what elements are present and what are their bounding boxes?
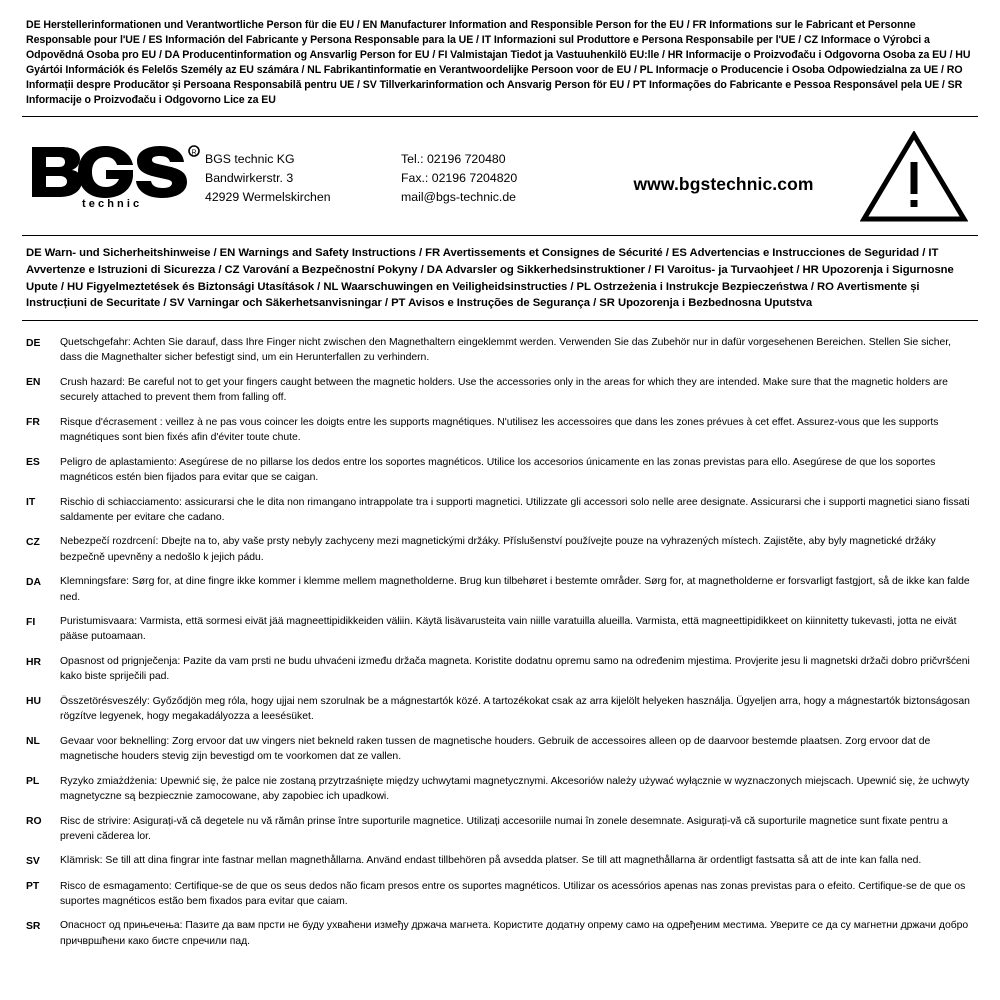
language-text: Quetschgefahr: Achten Sie darauf, dass Ihre Finger nicht zwischen den Magnethaltern eingeklemmt werden. Verwenden Sie das Zubehör nur in dafür vorgesehenen Bereichen. Stellen Sie sicher, dass die Magnethalter sicher befestigt sind, um ein Herunterfallen zu verhindern. [60, 337, 951, 364]
language-code: SR [26, 920, 41, 932]
list-item [26, 574, 972, 604]
divider-bottom [22, 320, 978, 321]
list-item [26, 853, 972, 869]
list-item [26, 415, 972, 445]
language-code: DE [26, 337, 41, 349]
list-item [26, 879, 972, 909]
language-code: NL [26, 736, 40, 748]
list-item [26, 614, 972, 644]
list-item [26, 534, 972, 564]
language-code: HU [26, 696, 42, 708]
language-text: Összetörésveszély: Győződjön meg róla, hogy ujjai nem szorulnak be a mágnestartók közé. A tartozékokat csak az arra kijelölt helyeken használja. Ügyeljen arra, hogy a mágnestartók biztonságosan rögzítve legyenek, hogy megakadályozza a leesésüket. [60, 695, 970, 723]
language-text: Crush hazard: Be careful not to get your fingers caught between the magnetic holders. Use the accessories only in the areas for which they are intended. Make sure that the magnetic holders are securely attached to prevent them from falling off. [60, 376, 948, 404]
list-item [26, 814, 972, 844]
language-code: HR [26, 656, 42, 668]
language-code: CZ [26, 536, 40, 548]
bgs-logo [26, 145, 205, 209]
company-name: BGS technic KG [205, 152, 295, 167]
company-address [205, 148, 401, 206]
language-text: Peligro de aplastamiento: Asegúrese de no pillarse los dedos entre los soportes magnéticos. Utilice los accesorios únicamente en las zonas previstas para ello. Asegúrese de que los soportes magnéticos estén bien fijados para evitar que se caigan. [60, 456, 936, 483]
language-text: Rischio di schiacciamento: assicurarsi che le dita non rimangano intrappolate tra i supporti magnetici. Utilizzate gli accessori solo nelle aree designate. Assicurarsi che i supporti magnetici siano fissati saldamente per evitare che cadano. [60, 496, 970, 523]
language-code: FI [26, 616, 36, 628]
company-tel: Tel.: 02196 720480 [401, 152, 506, 167]
language-sections [22, 335, 978, 949]
language-code: FR [26, 417, 40, 429]
list-item [26, 694, 972, 724]
svg-text:technic: technic [82, 198, 143, 210]
company-email: mail@bgs-technic.de [401, 189, 517, 204]
language-text: Опасност од прињечења: Пазите да вам прсти не буду ухваћени између држача магнета. Користите додатну опрему само на одређеним местима. Уверите се да су магнетни држачи добро причвршћени како бисте спречили пад. [60, 920, 969, 947]
svg-text:R: R [191, 149, 197, 157]
language-code: RO [26, 816, 42, 828]
list-item [26, 734, 972, 764]
language-text: Risque d'écrasement : veillez à ne pas vous coincer les doigts entre les supports magnétiques. N'utilisez les accessoires que dans les zones prévues à cet effet. Assurez-vous que les supports magnétiques sont bien fixés afin d'éviter toute chute. [60, 416, 939, 443]
language-text: Risco de esmagamento: Certifique-se de que os seus dedos não ficam presos entre os suportes magnéticos. Utilizar os acessórios apenas nas zonas previstas para o efeito. Certifique-se de que os suportes magnéticos estão bem fixados para evitar que caiam. [60, 880, 966, 907]
language-text: Opasnost od prignječenja: Pazite da vam prsti ne budu uhvaćeni između držača magneta. Koristite dodatnu opremu samo na određenim mjestima. Provjerite jesu li magnetski držači dobro pričvršćeni kako biste spriječili pad. [60, 656, 970, 683]
warnings-heading: DE Warn- und Sicherheitshinweise / EN Warnings and Safety Instructions / FR Avertissements et Consignes de Sécurité / ES Advertencias e Instrucciones de Seguridad / IT Avvertenze e Istruzioni di Sicurezza / CZ Varování a Bezpečnostní Pokyny / DA Advarsler og Sikkerhedsinstruktioner / FI Varoitus- ja Turvaohjeet / HR Upozorenja i Sigurnosne Upute / HU Figyelmeztetések és Biztonsági Utasítások / NL Waarschuwingen en Veiligheidsinstructies / PL Ostrzeżenia i Instrukcje Bezpieczeństwa / RO Avertismente și Instrucțiuni de Securitate / SV Varningar och Säkerhetsanvisningar / PT Avisos e Instruções de Segurança / SR Upozorenja i Bezbednosna Uputstva [26, 247, 954, 310]
list-item [26, 375, 972, 405]
company-fax: Fax.: 02196 7204820 [401, 170, 518, 185]
language-text: Gevaar voor beknelling: Zorg ervoor dat uw vingers niet bekneld raken tussen de magnetische houders. Gebruik de accessoires alleen op de daarvoor bestemde plaatsen. Zorg ervoor dat de magnetische houders stevig zijn bevestigd om te voorkomen dat ze vallen. [60, 735, 931, 762]
list-item [26, 455, 972, 485]
company-identity-band [22, 117, 978, 235]
language-text: Klemningsfare: Sørg for, at dine fingre ikke kommer i klemme mellem magnetholderne. Brug kun tilbehøret i bestemte områder. Sørg for, at magnetholderne er forsvarligt fastgjort, så de ikke kan falde ned. [60, 576, 970, 603]
language-code: PT [26, 881, 40, 893]
manufacturer-info-heading: DE Herstellerinformationen und Verantwortliche Person für die EU / EN Manufacturer Information and Responsible Person for the EU / FR Informations sur le Fabricant et Personne Responsable pour l'UE / ES Información del Fabricante y Persona Responsable para la UE / IT Informazioni sul Produttore e Persona Responsabile per l'UE / CZ Informace o Výrobci a Odpovědná Osoba pro EU / DA Producentinformation og Ansvarlig Person for EU / FI Valmistajan Tiedot ja Vastuuhenkilö EU:lle / HR Informacije o Proizvođaču i Odgovorna Osoba za EU / HU Gyártói Információk és Felelős Személy az EU számára / NL Fabrikantinformatie en Verantwoordelijke Persoon voor de EU / PL Informacje o Producencie i Osoba Odpowiedzialna za UE / RO Informații despre Producător și Persoana Responsabilă pentru UE / SV Tillverkarinformation och Ansvarig Person för EU / PT Informações do Fabricante e Pessoa Responsável pela UE / SR Informacije o Proizvođaču i Odgovorno Lice za EU [26, 19, 971, 107]
language-text: Puristumisvaara: Varmista, että sormesi eivät jää magneettipidikkeiden väliin. Käytä lisävarusteita vain niille varatuilla alueilla. Varmista, että magneettipidikkeet on kiinnitetty tukevasti, jotta ne eivät pääse putoamaan. [60, 616, 957, 643]
company-street: Bandwirkerstr. 3 [205, 170, 294, 185]
warning-triangle-icon [856, 131, 974, 223]
language-code: EN [26, 377, 41, 389]
list-item [26, 335, 972, 365]
list-item [26, 654, 972, 684]
language-code: IT [26, 497, 36, 509]
language-code: ES [26, 457, 40, 469]
list-item [26, 495, 972, 525]
language-text: Risc de strivire: Asigurați-vă că degetele nu vă rămân prinse între suporturile magnetice. Utilizați accesoriile numai în zonele desemnate. Asigurați-vă că suporturile magnetice sunt fixate pentru a preveni căderea lor. [60, 815, 948, 842]
company-city: 42929 Wermelskirchen [205, 189, 331, 204]
company-website: www.bgstechnic.com [633, 173, 814, 194]
language-code: SV [26, 855, 40, 867]
language-text: Nebezpečí rozdrcení: Dbejte na to, aby vaše prsty nebyly zachyceny mezi magnetickými držáky. Příslušenství používejte pouze na vyhrazených místech. Zajistěte, aby byly magnetické držáky bezpečně upevněny a nedošlo k jejich pádu. [60, 536, 936, 563]
language-code: PL [26, 776, 40, 788]
list-item [26, 774, 972, 804]
language-code: DA [26, 576, 42, 588]
list-item [26, 918, 972, 948]
language-text: Ryzyko zmiażdżenia: Upewnić się, że palce nie zostaną przytrzaśnięte między uchwytami magnetycznymi. Akcesoriów należy używać wyłącznie w wyznaczonych miejscach. Upewnić się, że uchwyty magnetyczne są bezpiecznie zamocowane, aby zapobiec ich upadkowi. [60, 775, 970, 802]
language-text: Klämrisk: Se till att dina fingrar inte fastnar mellan magnethållarna. Använd endast tillbehören på avsedda platser. Se till att magnethållarna är ordentligt fastsatta så att de inte kan falla ned. [60, 855, 922, 867]
company-contact [401, 148, 591, 206]
